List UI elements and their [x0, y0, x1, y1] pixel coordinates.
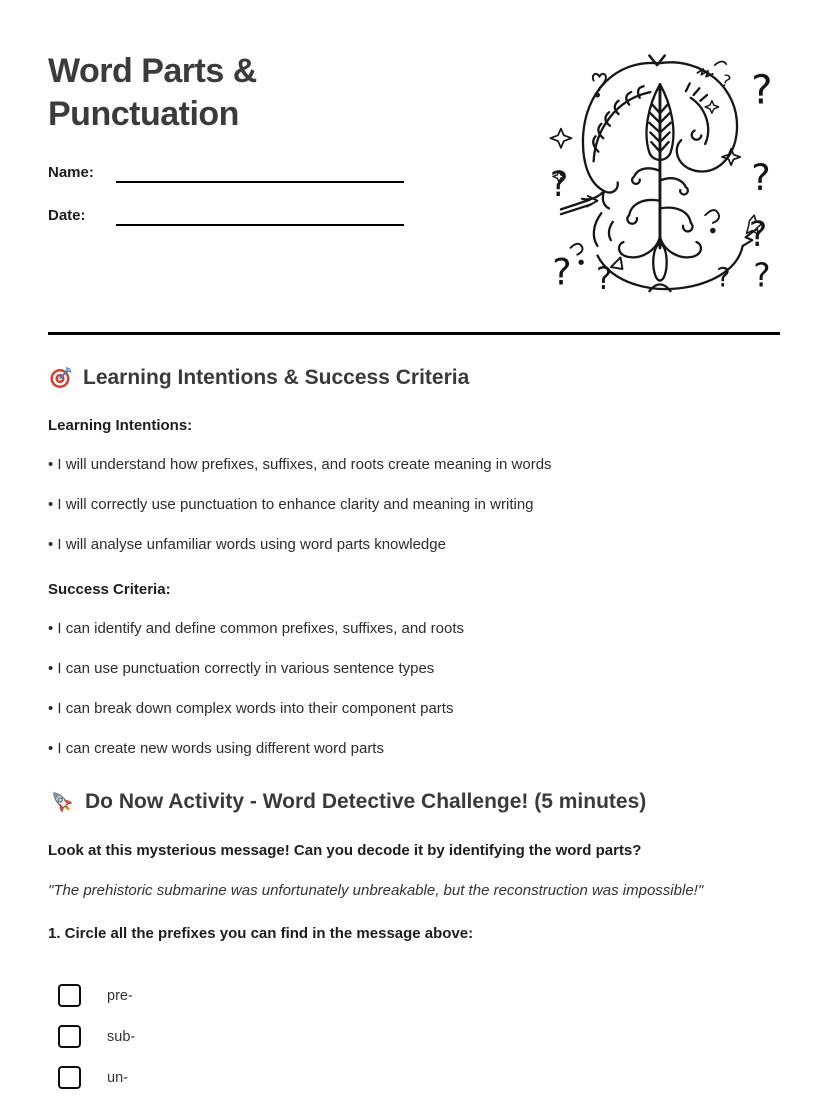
svg-text:?: ?: [596, 261, 613, 298]
activity-heading-text: Do Now Activity - Word Detective Challenge! (5 minutes): [85, 789, 647, 813]
date-field-row: [48, 207, 404, 226]
svg-text:?: ?: [751, 66, 773, 114]
success-criteria-label: Success Criteria:: [48, 581, 171, 598]
divider: [48, 332, 780, 335]
rocket-icon: [48, 788, 75, 815]
learning-intentions-list: [48, 455, 780, 554]
intention-item: • I will correctly use punctuation to enhance clarity and meaning in writing: [48, 496, 534, 513]
criterion-item: • I can use punctuation correctly in various sentence types: [48, 660, 435, 677]
intention-item: • I will analyse unfamiliar words using word parts knowledge: [48, 536, 446, 553]
doodle-illustration: [534, 40, 784, 298]
feather-doodle-icon: [534, 40, 784, 298]
option-row-un: [48, 1066, 780, 1089]
learning-intentions-label: Learning Intentions:: [48, 417, 193, 434]
name-line[interactable]: [116, 165, 404, 183]
learning-section-heading: [48, 365, 780, 390]
name-label: Name:: [48, 164, 94, 181]
option-label-sub: sub-: [107, 1028, 136, 1045]
option-label-un: un-: [107, 1069, 128, 1086]
date-line[interactable]: [116, 208, 404, 226]
page-title: Word Parts & Punctuation: [48, 52, 257, 133]
svg-text:?: ?: [552, 250, 572, 294]
checkbox-un[interactable]: [58, 1066, 81, 1089]
date-label: Date:: [48, 207, 86, 224]
criterion-item: • I can create new words using different word parts: [48, 740, 384, 757]
activity-prompt: Look at this mysterious message! Can you decode it by identifying the word parts?: [48, 842, 642, 859]
option-label-pre: pre-: [107, 987, 133, 1004]
mystery-message-quote: "The prehistoric submarine was unfortunately unbreakable, but the reconstruction was impossible!": [48, 882, 704, 899]
prefix-options: [48, 984, 780, 1089]
activity-section-heading: [48, 788, 780, 815]
svg-text:?: ?: [751, 156, 771, 200]
criterion-item: • I can identify and define common prefixes, suffixes, and roots: [48, 620, 465, 637]
learning-heading-text: Learning Intentions & Success Criteria: [83, 365, 470, 389]
svg-text:?: ?: [753, 256, 771, 295]
target-icon: [48, 365, 73, 390]
header-fields: [48, 164, 404, 226]
svg-text:?: ?: [719, 70, 734, 92]
question-1: 1. Circle all the prefixes you can find in the message above:: [48, 925, 474, 942]
option-row-sub: [48, 1025, 780, 1048]
svg-text:?: ?: [716, 262, 731, 294]
svg-text:?: ?: [748, 214, 768, 255]
checkbox-pre[interactable]: [58, 984, 81, 1007]
success-criteria-list: [48, 619, 780, 758]
name-field-row: [48, 164, 404, 183]
option-row-pre: [48, 984, 780, 1007]
svg-text:?: ?: [549, 164, 569, 205]
intention-item: • I will understand how prefixes, suffixes, and roots create meaning in words: [48, 456, 552, 473]
checkbox-sub[interactable]: [58, 1025, 81, 1048]
criterion-item: • I can break down complex words into their component parts: [48, 700, 454, 717]
